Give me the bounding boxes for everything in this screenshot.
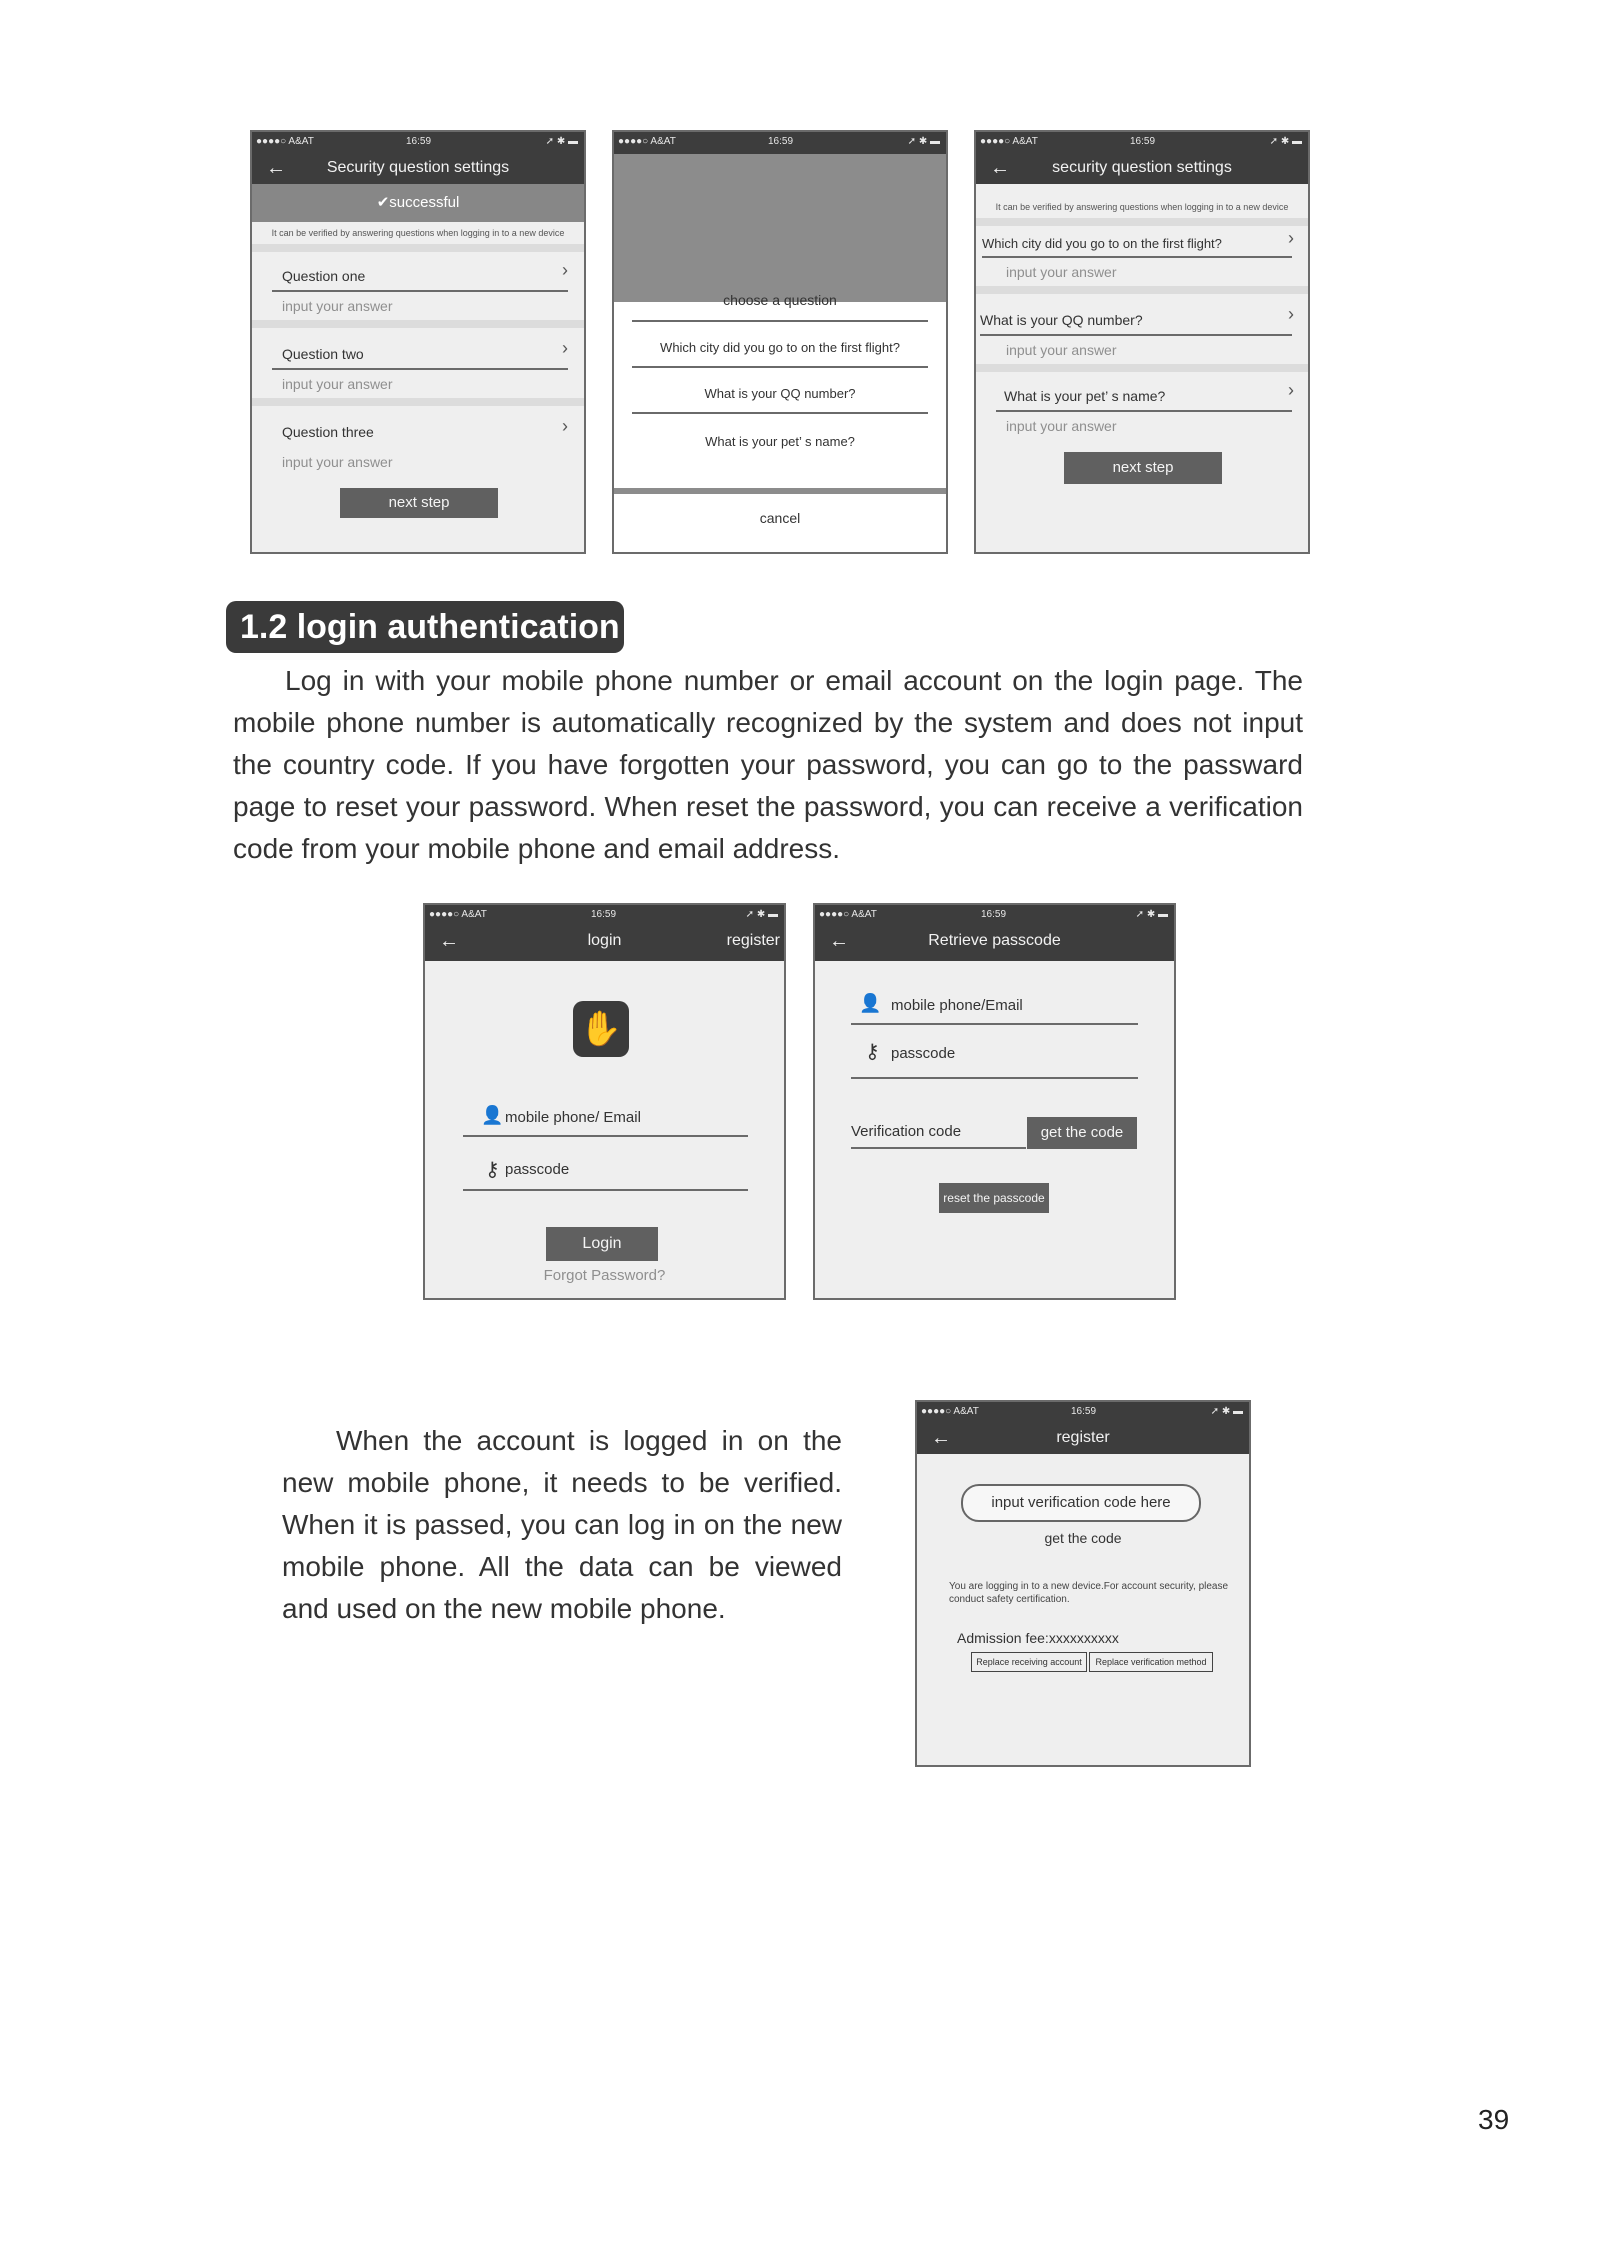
status-bar — [252, 132, 584, 154]
key-icon: ⚷ — [865, 1041, 880, 1063]
chevron-right-icon[interactable]: › — [1288, 228, 1294, 248]
new-device-paragraph: When the account is logged in on the new mobile phone, it needs to be verified. When it is passed, you can log in on the new mobile phone. All the data can be viewed and used on the new mobile phone. — [282, 1425, 842, 1624]
divider — [976, 286, 1308, 294]
underline — [980, 334, 1292, 336]
answer-input-3[interactable]: input your answer — [1006, 418, 1117, 434]
underline — [463, 1189, 748, 1191]
carrier-label: ●●●●○ A&AT — [618, 136, 676, 147]
battery-icon: ➚ ✱ ▬ — [745, 909, 778, 920]
title-bar — [425, 927, 784, 961]
choose-heading: choose a question — [723, 292, 837, 308]
phone-security-questions — [974, 130, 1310, 554]
underline — [982, 256, 1292, 258]
replace-method-button[interactable]: Replace verification method — [1089, 1652, 1213, 1672]
divider — [252, 244, 584, 252]
success-label: successful — [389, 194, 460, 211]
answer-input-1[interactable]: input your answer — [282, 298, 393, 314]
user-icon: 👤 — [481, 1105, 504, 1125]
phone-choose-question — [612, 130, 948, 554]
battery-icon: ➚ ✱ ▬ — [1210, 1406, 1243, 1417]
back-arrow-icon[interactable]: ← — [829, 930, 849, 952]
passcode-input[interactable]: passcode — [505, 1161, 570, 1178]
status-bar — [976, 132, 1308, 154]
divider — [252, 320, 584, 328]
question-two[interactable]: Question two — [282, 346, 364, 362]
title-bar — [815, 927, 1174, 961]
carrier-label: ●●●●○ A&AT — [921, 1406, 979, 1417]
page-title: login — [587, 932, 622, 949]
clock: 16:59 — [591, 909, 617, 920]
option-qq[interactable]: What is your QQ number? — [704, 386, 856, 401]
clock: 16:59 — [1071, 1406, 1097, 1417]
title-bar — [252, 154, 584, 184]
answer-input-3[interactable]: input your answer — [282, 454, 393, 470]
chevron-right-icon[interactable]: › — [1288, 380, 1294, 400]
username-input[interactable]: mobile phone/Email — [891, 997, 1023, 1014]
carrier-label: ●●●●○ A&AT — [256, 136, 314, 147]
hint-text: It can be verified by answering questions when logging in to a new device — [271, 228, 565, 238]
section-heading: 1.2 login authentication — [226, 601, 624, 653]
next-step-button[interactable]: next step — [340, 488, 498, 518]
carrier-label: ●●●●○ A&AT — [429, 909, 487, 920]
next-step-button[interactable]: next step — [1064, 452, 1222, 484]
status-bar — [917, 1402, 1249, 1424]
underline — [851, 1147, 1026, 1149]
status-bar — [425, 905, 784, 927]
battery-icon: ➚ ✱ ▬ — [907, 136, 940, 147]
clock: 16:59 — [981, 909, 1007, 920]
battery-icon: ➚ ✱ ▬ — [545, 136, 578, 147]
battery-icon: ➚ ✱ ▬ — [1269, 136, 1302, 147]
clock: 16:59 — [406, 136, 432, 147]
carrier-label: ●●●●○ A&AT — [980, 136, 1038, 147]
back-arrow-icon[interactable]: ← — [931, 1427, 951, 1449]
check-icon: ✔ — [376, 194, 390, 211]
underline — [996, 410, 1292, 412]
login-button[interactable]: Login — [546, 1227, 658, 1261]
divider — [976, 218, 1308, 226]
status-bar — [614, 132, 946, 154]
dim-overlay — [614, 154, 946, 302]
chevron-right-icon[interactable]: › — [1288, 304, 1294, 324]
question-qq[interactable]: What is your QQ number? — [980, 312, 1143, 328]
divider — [632, 366, 928, 368]
intro-paragraph: Log in with your mobile phone number or email account on the login page. The mobile phone number is automatically recognized by the system and does not input the country code. If you have forgotten your password, you can go to the passward page to reset your password. When reset the password, you can receive a verification code from your mobile phone and email address. — [233, 665, 1303, 864]
page-title: security question settings — [1052, 159, 1232, 176]
back-arrow-icon[interactable]: ← — [990, 157, 1010, 179]
divider — [976, 364, 1308, 372]
phone-security-settings — [250, 130, 586, 554]
question-three[interactable]: Question three — [282, 424, 374, 440]
option-pet[interactable]: What is your pet’ s name? — [705, 434, 855, 449]
verification-code-input[interactable]: Verification code — [851, 1123, 962, 1140]
page-title: register — [1056, 1429, 1110, 1446]
register-link[interactable]: register — [726, 932, 780, 949]
divider — [252, 398, 584, 406]
page-title: Retrieve passcode — [928, 932, 1061, 949]
divider-thick — [614, 488, 946, 494]
title-bar — [917, 1424, 1249, 1454]
app-logo-icon: ✋ — [573, 1001, 629, 1057]
battery-icon: ➚ ✱ ▬ — [1135, 909, 1168, 920]
chevron-right-icon[interactable]: › — [562, 260, 568, 280]
clock: 16:59 — [1130, 136, 1156, 147]
underline — [851, 1077, 1138, 1079]
status-bar — [815, 905, 1174, 927]
back-arrow-icon[interactable]: ← — [439, 930, 459, 952]
phone-retrieve-passcode — [813, 903, 1176, 1300]
answer-input-1[interactable]: input your answer — [1006, 264, 1117, 280]
admission-fee: Admission fee:xxxxxxxxxx — [957, 1630, 1119, 1646]
username-input[interactable]: mobile phone/ Email — [505, 1109, 641, 1126]
get-code-button[interactable]: get the code — [1027, 1117, 1137, 1149]
page-number: 39 — [1478, 2104, 1510, 2135]
question-one[interactable]: Question one — [282, 268, 366, 284]
carrier-label: ●●●●○ A&AT — [819, 909, 877, 920]
security-notice: You are logging in to a new device.For account security, please conduct safety certification. — [949, 1581, 1229, 1605]
success-banner — [252, 184, 584, 222]
answer-input-2[interactable]: input your answer — [282, 376, 393, 392]
chevron-right-icon[interactable]: › — [562, 338, 568, 358]
option-first-flight[interactable]: Which city did you go to on the first flight? — [660, 340, 900, 355]
back-arrow-icon[interactable]: ← — [266, 157, 286, 179]
underline — [463, 1135, 748, 1137]
reset-passcode-button[interactable]: reset the passcode — [939, 1183, 1049, 1213]
question-pet[interactable]: What is your pet’ s name? — [1004, 388, 1166, 404]
underline — [272, 290, 568, 292]
page-title: Security question settings — [326, 159, 510, 176]
answer-input-2[interactable]: input your answer — [1006, 342, 1117, 358]
replace-account-button[interactable]: Replace receiving account — [971, 1652, 1087, 1672]
clock: 16:59 — [768, 136, 794, 147]
forgot-password-link[interactable]: Forgot Password? — [543, 1267, 666, 1284]
chevron-right-icon[interactable]: › — [562, 416, 568, 436]
cancel-button[interactable]: cancel — [759, 510, 801, 526]
question-first-flight[interactable]: Which city did you go to on the first flight? — [982, 236, 1222, 251]
phone-register — [915, 1400, 1251, 1767]
divider — [632, 412, 928, 414]
underline — [272, 368, 568, 370]
title-bar — [976, 154, 1308, 184]
user-icon: 👤 — [859, 993, 882, 1013]
passcode-input[interactable]: passcode — [891, 1045, 956, 1062]
get-code-link[interactable]: get the code — [1044, 1530, 1122, 1546]
verification-code-input[interactable]: input verification code here — [961, 1484, 1201, 1522]
underline — [851, 1023, 1138, 1025]
key-icon: ⚷ — [485, 1159, 500, 1181]
hint-text: It can be verified by answering questions when logging in to a new device — [995, 202, 1289, 212]
phone-login — [423, 903, 786, 1300]
divider — [632, 320, 928, 322]
